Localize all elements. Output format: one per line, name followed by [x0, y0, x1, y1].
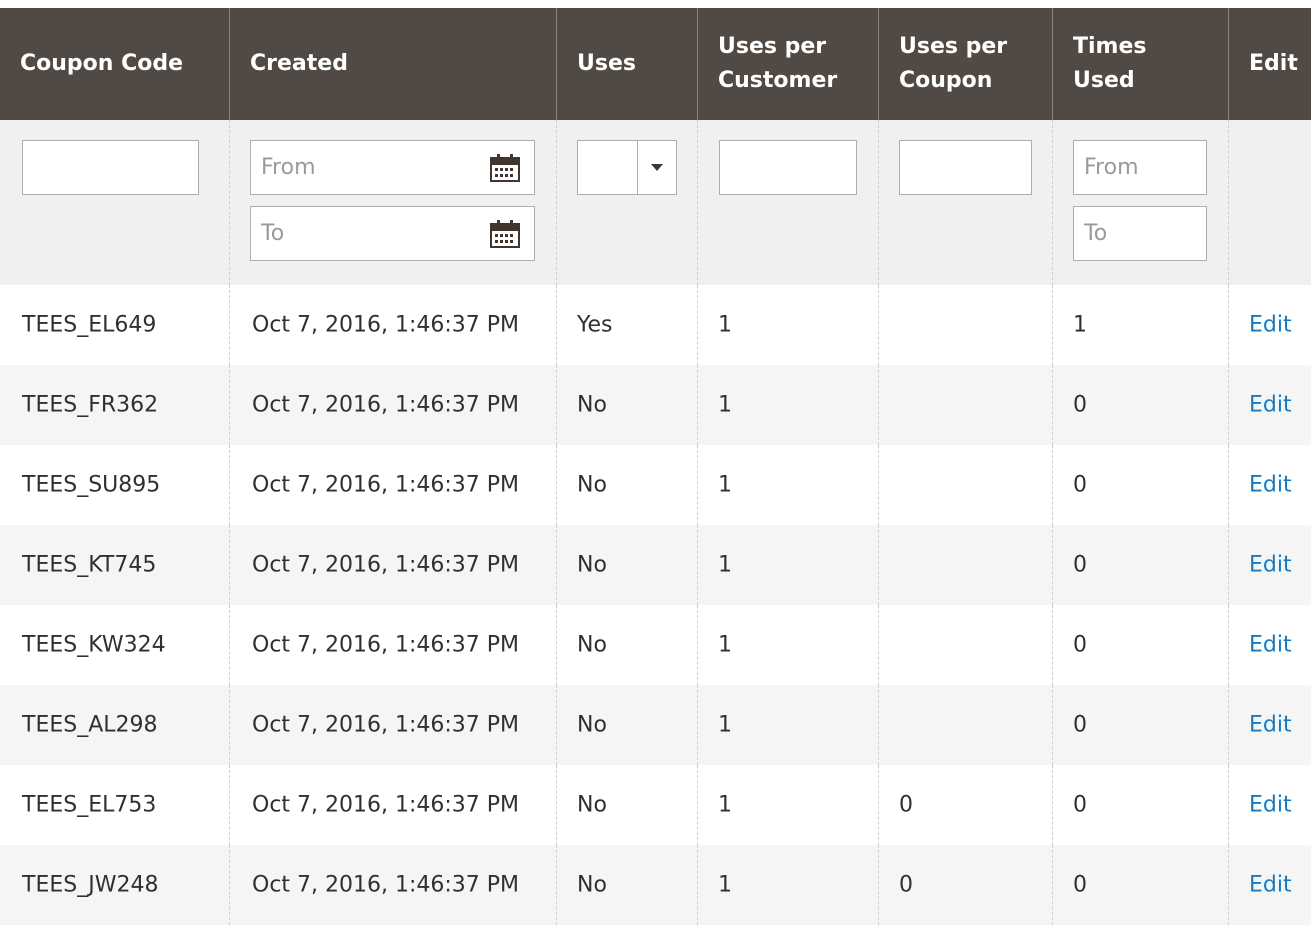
filter-row: [0, 120, 1311, 286]
uses-per-customer-cell-text: 1: [718, 872, 732, 898]
uses-per-customer-cell: [698, 445, 879, 525]
uses-per-coupon-cell: [879, 605, 1053, 685]
created-cell: [230, 845, 557, 925]
uses-per-coupon-cell: [879, 525, 1053, 605]
table-row[interactable]: [0, 525, 1311, 605]
table-row[interactable]: [0, 685, 1311, 765]
created-cell-text: Oct 7, 2016, 1:46:37 PM: [252, 872, 520, 898]
uses-cell: [557, 685, 698, 765]
edit-link[interactable]: Edit: [1249, 552, 1292, 578]
times-used-cell-text: 0: [1073, 872, 1087, 898]
created-cell-text: Oct 7, 2016, 1:46:37 PM: [252, 792, 520, 818]
uses-per-coupon-filter[interactable]: [899, 140, 1032, 195]
chevron-down-icon: [651, 164, 663, 171]
uses-per-customer-cell: [698, 285, 879, 365]
created-cell-text: Oct 7, 2016, 1:46:37 PM: [252, 552, 520, 578]
created-cell: [230, 445, 557, 525]
uses-cell-text: Yes: [577, 312, 613, 338]
coupon-code-cell-text: TEES_EL753: [22, 792, 157, 818]
created-cell: [230, 765, 557, 845]
times-used-cell: [1053, 845, 1229, 925]
edit-link[interactable]: Edit: [1249, 872, 1292, 898]
coupon-code-cell: [0, 765, 230, 845]
edit-cell: [1229, 285, 1311, 365]
coupon-code-cell-text: TEES_SU895: [22, 472, 161, 498]
uses-cell-text: No: [577, 552, 607, 578]
filter-cell-uses-per-coupon: [879, 120, 1053, 285]
times-used-cell: [1053, 605, 1229, 685]
uses-per-coupon-cell: [879, 685, 1053, 765]
edit-link[interactable]: Edit: [1249, 632, 1292, 658]
coupon-code-cell: [0, 525, 230, 605]
coupon-code-cell-text: TEES_KT745: [22, 552, 157, 578]
edit-link[interactable]: Edit: [1249, 392, 1292, 418]
table-row[interactable]: [0, 445, 1311, 525]
times-used-cell: [1053, 285, 1229, 365]
times-used-cell-text: 0: [1073, 472, 1087, 498]
created-cell: [230, 285, 557, 365]
column-header-label: Uses: [577, 51, 636, 76]
column-header-uses-per-customer[interactable]: [698, 8, 879, 120]
created-cell: [230, 525, 557, 605]
edit-cell: [1229, 845, 1311, 925]
coupon-code-cell: [0, 605, 230, 685]
coupon-code-cell: [0, 445, 230, 525]
times-used-to-input[interactable]: [1074, 207, 1206, 260]
edit-cell: [1229, 525, 1311, 605]
coupon-code-filter-input[interactable]: [23, 141, 198, 194]
edit-cell: [1229, 685, 1311, 765]
filter-cell-created: [230, 120, 557, 285]
uses-per-customer-cell: [698, 685, 879, 765]
uses-per-customer-cell: [698, 845, 879, 925]
created-cell: [230, 365, 557, 445]
times-used-cell: [1053, 765, 1229, 845]
times-used-cell-text: 0: [1073, 632, 1087, 658]
calendar-icon[interactable]: [490, 220, 520, 248]
column-header-coupon-code[interactable]: [0, 8, 230, 120]
column-header-label: Edit: [1249, 51, 1298, 76]
filter-cell-times-used: [1053, 120, 1229, 285]
times-used-cell: [1053, 525, 1229, 605]
uses-per-customer-cell-text: 1: [718, 392, 732, 418]
column-header-label: Created: [250, 51, 348, 76]
uses-cell-text: No: [577, 792, 607, 818]
coupon-code-cell-text: TEES_KW324: [22, 632, 166, 658]
uses-cell-text: No: [577, 632, 607, 658]
filter-cell-coupon-code: [0, 120, 230, 285]
created-cell-text: Oct 7, 2016, 1:46:37 PM: [252, 312, 520, 338]
edit-cell: [1229, 765, 1311, 845]
uses-cell: [557, 845, 698, 925]
edit-cell: [1229, 445, 1311, 525]
table-row[interactable]: [0, 365, 1311, 445]
uses-per-customer-cell: [698, 525, 879, 605]
uses-per-customer-cell-text: 1: [718, 472, 732, 498]
edit-link[interactable]: Edit: [1249, 472, 1292, 498]
created-to-field[interactable]: [250, 206, 535, 261]
coupon-code-cell: [0, 845, 230, 925]
times-used-cell-text: 0: [1073, 392, 1087, 418]
times-used-from-field[interactable]: [1073, 140, 1207, 195]
uses-per-customer-input[interactable]: [720, 141, 856, 194]
edit-link[interactable]: Edit: [1249, 312, 1292, 338]
filter-cell-uses-per-customer: [698, 120, 879, 285]
uses-per-coupon-cell: [879, 285, 1053, 365]
uses-per-coupon-cell: [879, 765, 1053, 845]
column-header-times-used[interactable]: [1053, 8, 1229, 120]
times-used-cell-text: 1: [1073, 312, 1087, 338]
uses-per-customer-cell-text: 1: [718, 312, 732, 338]
created-cell: [230, 605, 557, 685]
table-row[interactable]: [0, 765, 1311, 845]
grid-header: [0, 8, 1311, 120]
coupon-code-cell-text: TEES_JW248: [22, 872, 159, 898]
uses-per-customer-cell-text: 1: [718, 792, 732, 818]
uses-cell: [557, 445, 698, 525]
column-header-label: Coupon Code: [20, 51, 184, 76]
uses-cell-text: No: [577, 392, 607, 418]
created-cell-text: Oct 7, 2016, 1:46:37 PM: [252, 632, 520, 658]
table-row[interactable]: [0, 285, 1311, 365]
uses-per-customer-filter[interactable]: [719, 140, 857, 195]
uses-per-customer-cell-text: 1: [718, 632, 732, 658]
edit-cell: [1229, 605, 1311, 685]
uses-cell: [557, 285, 698, 365]
times-used-cell: [1053, 685, 1229, 765]
uses-cell: [557, 365, 698, 445]
uses-per-customer-cell: [698, 605, 879, 685]
created-cell: [230, 685, 557, 765]
created-cell-text: Oct 7, 2016, 1:46:37 PM: [252, 392, 520, 418]
coupon-code-cell: [0, 285, 230, 365]
edit-cell: [1229, 365, 1311, 445]
coupon-code-cell-text: TEES_EL649: [22, 312, 157, 338]
uses-cell: [557, 525, 698, 605]
filter-cell-edit: [1229, 120, 1311, 285]
select-arrow[interactable]: [637, 141, 676, 194]
times-used-to-field[interactable]: [1073, 206, 1207, 261]
uses-cell-text: No: [577, 712, 607, 738]
uses-per-coupon-cell: [879, 845, 1053, 925]
coupon-code-cell-text: TEES_AL298: [22, 712, 158, 738]
uses-select[interactable]: [577, 140, 677, 195]
column-header-label: Times Used: [1073, 34, 1147, 93]
uses-cell-text: No: [577, 472, 607, 498]
uses-per-coupon-cell: [879, 445, 1053, 525]
filter-cell-uses: [557, 120, 698, 285]
coupon-code-cell: [0, 685, 230, 765]
column-header-label: Uses per Coupon: [899, 34, 1008, 93]
uses-per-customer-cell: [698, 765, 879, 845]
created-cell-text: Oct 7, 2016, 1:46:37 PM: [252, 472, 520, 498]
coupon-code-filter[interactable]: [22, 140, 199, 195]
times-used-cell: [1053, 365, 1229, 445]
uses-cell: [557, 765, 698, 845]
uses-per-coupon-input[interactable]: [900, 141, 1031, 194]
column-header-uses[interactable]: [557, 8, 698, 120]
column-header-label: Uses per Customer: [718, 34, 838, 93]
uses-per-coupon-cell-text: 0: [899, 872, 913, 898]
uses-cell: [557, 605, 698, 685]
uses-cell-text: No: [577, 872, 607, 898]
table-row[interactable]: [0, 845, 1311, 925]
column-header-edit: [1229, 8, 1311, 120]
uses-per-customer-cell-text: 1: [718, 712, 732, 738]
column-header-created[interactable]: [230, 8, 557, 120]
coupon-code-cell-text: TEES_FR362: [22, 392, 159, 418]
table-row[interactable]: [0, 605, 1311, 685]
calendar-icon[interactable]: [490, 154, 520, 182]
coupon-code-cell: [0, 365, 230, 445]
uses-per-customer-cell: [698, 365, 879, 445]
created-cell-text: Oct 7, 2016, 1:46:37 PM: [252, 712, 520, 738]
edit-link[interactable]: Edit: [1249, 712, 1292, 738]
times-used-cell: [1053, 445, 1229, 525]
uses-per-customer-cell-text: 1: [718, 552, 732, 578]
column-header-uses-per-coupon[interactable]: [879, 8, 1053, 120]
times-used-cell-text: 0: [1073, 712, 1087, 738]
uses-per-coupon-cell: [879, 365, 1053, 445]
created-from-field[interactable]: [250, 140, 535, 195]
edit-link[interactable]: Edit: [1249, 792, 1292, 818]
times-used-from-input[interactable]: [1074, 141, 1206, 194]
times-used-cell-text: 0: [1073, 552, 1087, 578]
times-used-cell-text: 0: [1073, 792, 1087, 818]
uses-per-coupon-cell-text: 0: [899, 792, 913, 818]
